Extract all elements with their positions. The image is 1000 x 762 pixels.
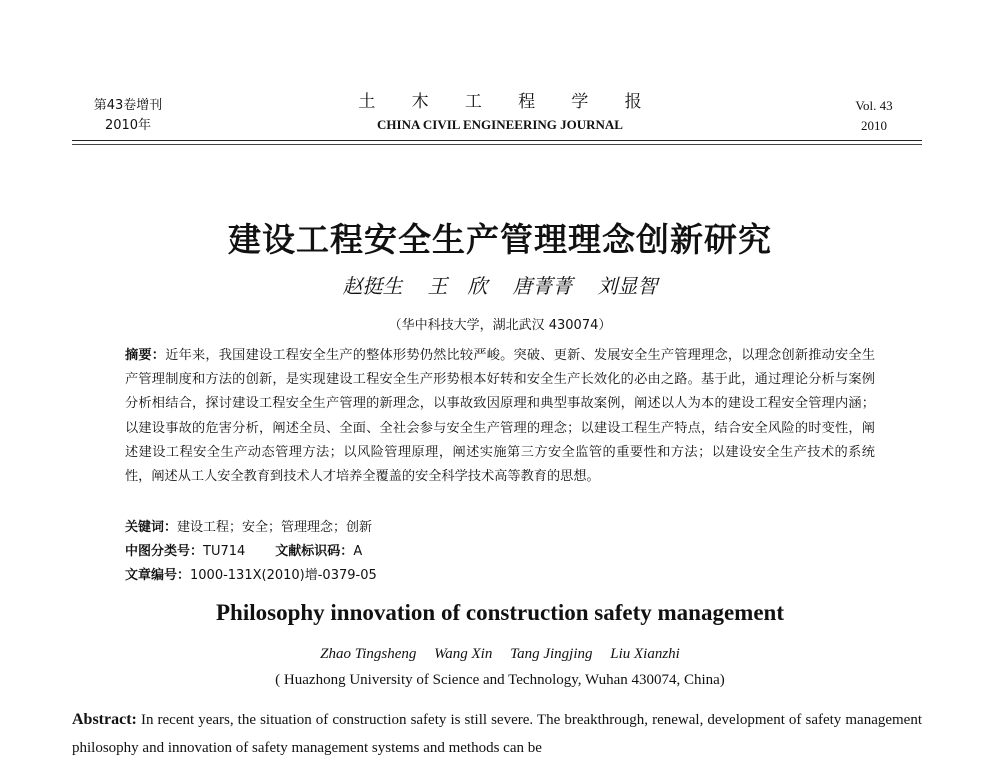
keywords-label: 关键词： [125, 520, 178, 535]
clc-label: 中图分类号： [125, 544, 204, 559]
abstract-en [72, 706, 923, 756]
journal-name-en: CHINA CIVIL ENGINEERING JOURNAL [377, 117, 623, 132]
header-right [844, 96, 904, 136]
header-center [330, 90, 670, 134]
article-title-cn: 建设工程安全生产管理理念创新研究 [228, 220, 772, 259]
keywords-value: 建设工程；安全；管理理念；创新 [177, 520, 373, 535]
article-no-value: 1000-131X(2010)增-0379-05 [190, 568, 377, 583]
year-en: 2010 [861, 118, 887, 133]
header-rule-thick [72, 140, 922, 141]
year-cn: 2010年 [104, 118, 152, 133]
article-title-en: Philosophy innovation of construction safety management [216, 600, 784, 625]
authors-en [0, 646, 1000, 663]
volume-en: Vol. 43 [855, 98, 893, 113]
article-no-label: 文章编号： [125, 568, 191, 583]
header-left [88, 96, 168, 136]
classification-line [125, 542, 362, 562]
clc-value: TU714 [203, 544, 246, 559]
author-cn: 赵挺生 [342, 276, 403, 298]
author-cn: 刘显智 [597, 276, 658, 298]
authors-cn [0, 270, 1000, 299]
affiliation-cn: （华中科技大学，湖北武汉 430074） [388, 318, 612, 333]
header-rule-thin [72, 144, 922, 145]
doc-code-value: A [353, 544, 363, 559]
author-en: Tang Jingjing [510, 646, 593, 662]
article-number-line [125, 566, 377, 586]
volume-cn: 第43卷增刊 [93, 98, 163, 113]
author-cn: 王 欣 [427, 276, 488, 298]
abstract-cn [125, 344, 875, 489]
author-en: Zhao Tingsheng [320, 646, 417, 662]
keywords-line [125, 518, 372, 538]
abstract-text-en: In recent years, the situation of construction safety is still severe. The breakthrough, renewal, development of safety management philosophy and innovation of safety management systems and methods can be [72, 712, 923, 756]
abstract-label-en: Abstract: [72, 711, 137, 728]
abstract-label-cn: 摘要： [125, 348, 166, 363]
author-en: Wang Xin [434, 646, 493, 662]
abstract-text-cn: 近年来，我国建设工程安全生产的整体形势仍然比较严峻。突破、更新、发展安全生产管理理念，以理念创新推动安全生产管理制度和方法的创新，是实现建设工程安全生产形势根本好转和安全生产长效化的必由之路。基于此，通过理论分析与案例分析相结合，探讨建设工程安全生产管理的新理念，以事故致因原理和典型事故案例，阐述以人为本的建设工程安全管理内涵；以建设事故的危害分析，阐述全员、全面、全社会参与安全生产管理的理念；以建设工程生产特点，结合安全风险的时变性，阐述建设工程安全生产动态管理方法；以风险管理原理，阐述实施第三方安全监管的重要性和方法；以建设安全生产技术的系统性，阐述从工人安全教育到技术人才培养全覆盖的安全科学技术高等教育的思想。 [125, 348, 876, 485]
journal-name-cn: 土 木 工 程 学 报 [358, 92, 658, 111]
doc-code-label: 文献标识码： [275, 544, 354, 559]
author-cn: 唐菁菁 [512, 276, 573, 298]
author-en: Liu Xianzhi [610, 646, 680, 662]
affiliation-en: ( Huazhong University of Science and Technology, Wuhan 430074, China) [275, 672, 725, 688]
